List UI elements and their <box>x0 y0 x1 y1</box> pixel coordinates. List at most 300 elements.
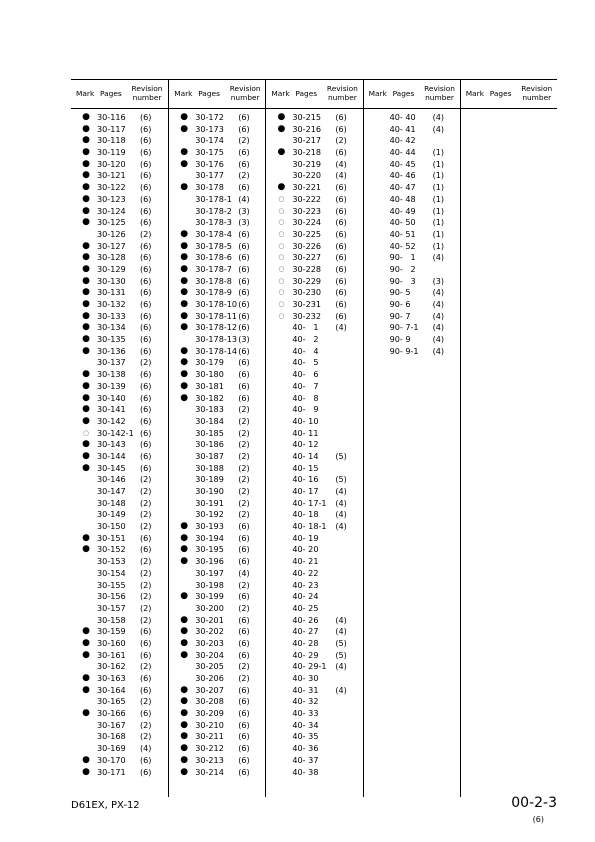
page-ref: 30-209 <box>195 708 224 719</box>
revision-number: (6) <box>238 240 250 251</box>
revision-number: (6) <box>238 299 250 309</box>
table-row <box>71 182 168 194</box>
revision-number: (6) <box>335 252 347 263</box>
table-row <box>266 346 362 358</box>
revision-number: (4) <box>335 661 347 672</box>
revision-number: (3) <box>238 334 250 345</box>
revision-number: (2) <box>238 497 250 508</box>
table-row <box>71 463 168 475</box>
table-row <box>169 615 265 627</box>
page-ref: 40- 49 <box>389 205 416 216</box>
revision-number: (1) <box>432 170 445 181</box>
revision-number: (2) <box>238 427 250 438</box>
page-ref: 40- 28 <box>292 637 319 648</box>
page-ref: 30-128 <box>97 252 126 263</box>
revision-number: (6) <box>140 158 152 169</box>
page-ref: 30-131 <box>97 287 126 298</box>
filled-circle-mark: ● <box>180 299 189 309</box>
filled-circle-mark: ● <box>180 684 189 695</box>
revision-number: (6) <box>238 591 250 602</box>
page-ref: 30-117 <box>97 123 126 134</box>
page-ref: 40- 33 <box>292 708 319 719</box>
table-row <box>364 322 460 334</box>
revision-number: (2) <box>140 579 152 590</box>
page-ref: 30-188 <box>195 462 224 473</box>
table-row <box>266 509 362 521</box>
page-ref: 40- 29 <box>292 649 319 660</box>
filled-circle-mark: ● <box>82 112 90 122</box>
page-ref: 40- 27 <box>292 626 319 637</box>
table-row <box>71 521 168 533</box>
table-row <box>266 591 362 603</box>
page-ref: 30-123 <box>97 193 126 204</box>
table-row <box>169 334 265 346</box>
table-row <box>169 474 265 486</box>
filled-circle-mark: ● <box>180 708 189 719</box>
filled-circle-mark: ● <box>82 450 90 461</box>
table-row <box>266 217 362 229</box>
table-row <box>266 708 362 720</box>
page-ref: 30-178-4 <box>195 228 232 239</box>
table-row <box>169 252 265 264</box>
page-ref: 30-182 <box>195 392 224 403</box>
revision-number: (6) <box>238 637 250 648</box>
table-header <box>71 80 557 109</box>
filled-circle-mark: ● <box>82 170 90 181</box>
revision-number: (6) <box>238 252 250 263</box>
table-row <box>71 673 168 685</box>
filled-circle-mark: ● <box>180 123 189 134</box>
table-row <box>266 206 362 218</box>
filled-circle-mark: ● <box>180 766 189 777</box>
table-row <box>71 252 168 264</box>
table-row <box>266 439 362 451</box>
table-row <box>266 252 362 264</box>
filled-circle-mark: ● <box>180 696 189 707</box>
table-row <box>71 428 168 440</box>
page-ref: 40- 38 <box>292 766 319 777</box>
table-row <box>169 626 265 638</box>
table-row <box>266 322 362 334</box>
page-ref: 30-218 <box>292 147 322 158</box>
table-row <box>266 521 362 533</box>
page-ref: 30-217 <box>292 135 322 146</box>
revision-number: (2) <box>140 486 152 496</box>
revision-number: (6) <box>335 147 347 158</box>
table-row <box>71 731 168 743</box>
revision-number: (2) <box>238 450 250 461</box>
revision-number: (3) <box>238 217 250 228</box>
table-row <box>71 568 168 580</box>
filled-circle-mark: ● <box>180 240 189 251</box>
page-ref: 90- 7 <box>389 310 411 321</box>
page-ref: 30-126 <box>97 228 126 239</box>
page-ref: 30-130 <box>97 275 126 286</box>
filled-circle-mark: ● <box>82 158 90 169</box>
open-circle-mark: ○ <box>278 229 285 238</box>
revision-number: (2) <box>140 567 152 578</box>
page-ref: 30-228 <box>292 263 322 274</box>
page-ref: 30-185 <box>195 427 224 438</box>
revision-header: Revision number <box>131 84 163 102</box>
page-ref: 30-148 <box>97 497 126 508</box>
revision-number: (5) <box>335 450 347 461</box>
page-ref: 30-165 <box>97 696 126 707</box>
table-row <box>364 159 460 171</box>
table-row <box>71 580 168 592</box>
table-row <box>169 346 265 358</box>
revision-number: (4) <box>432 123 445 134</box>
page-ref: 30-169 <box>97 743 126 754</box>
revision-number: (2) <box>238 135 250 146</box>
filled-circle-mark: ● <box>180 743 189 754</box>
page-ref: 30-178 <box>195 182 224 193</box>
page-ref: 30-162 <box>97 661 126 672</box>
page-ref: 30-190 <box>195 486 224 496</box>
page-ref: 30-206 <box>195 673 224 683</box>
table-row <box>71 685 168 697</box>
page-ref: 30-139 <box>97 380 126 391</box>
filled-circle-mark: ● <box>82 147 90 158</box>
revision-number: (4) <box>335 509 347 520</box>
revision-header: Revision number <box>424 84 455 102</box>
table-row <box>169 369 265 381</box>
page-ref: 30-136 <box>97 345 126 356</box>
page-ref: 40- 5 <box>292 357 319 368</box>
page-ref: 30-163 <box>97 673 126 683</box>
page-ref: 30-120 <box>97 158 126 169</box>
filled-circle-mark: ● <box>82 708 90 719</box>
revision-header: Revision number <box>229 84 261 102</box>
revision-number: (4) <box>335 486 347 496</box>
table-row <box>169 720 265 732</box>
page-ref: 30-142-1 <box>97 427 134 438</box>
filled-circle-mark: ● <box>82 754 90 765</box>
table-row <box>364 112 460 124</box>
revision-number: (6) <box>140 369 152 380</box>
page-ref: 40- 16 <box>292 474 319 485</box>
table-row <box>71 322 168 334</box>
revision-number: (2) <box>140 474 152 485</box>
table-row <box>169 206 265 218</box>
table-row <box>71 381 168 393</box>
table-row <box>71 486 168 498</box>
open-circle-mark: ○ <box>278 218 285 227</box>
revision-number: (6) <box>140 380 152 391</box>
table-row <box>266 661 362 673</box>
revision-number: (6) <box>238 369 250 380</box>
page-ref: 40- 4 <box>292 345 319 356</box>
table-row <box>266 147 362 159</box>
open-circle-mark: ○ <box>278 276 285 285</box>
page-ref: 30-232 <box>292 310 322 321</box>
table-row <box>266 556 362 568</box>
page-ref: 40- 6 <box>292 369 319 380</box>
page-ref: 30-175 <box>195 147 224 158</box>
page-ref: 30-201 <box>195 614 224 625</box>
page-ref: 40- 22 <box>292 567 319 578</box>
revision-number: (4) <box>140 743 152 754</box>
page-ref: 30-141 <box>97 404 126 415</box>
revision-number: (4) <box>335 626 347 637</box>
page-ref: 30-178-8 <box>195 275 232 286</box>
revision-number: (6) <box>238 614 250 625</box>
filled-circle-mark: ● <box>82 462 90 473</box>
table-row <box>266 603 362 615</box>
page-ref: 30-178-1 <box>195 193 232 204</box>
revision-number: (2) <box>238 404 250 415</box>
page-ref: 30-146 <box>97 474 126 485</box>
revision-number: (1) <box>432 228 445 239</box>
page-ref: 30-161 <box>97 649 126 660</box>
page-ref: 40- 8 <box>292 392 319 403</box>
revision-number: (1) <box>432 240 445 251</box>
table-row <box>169 580 265 592</box>
page-ref: 40- 29-1 <box>292 661 327 672</box>
page-ref: 30-173 <box>195 123 224 134</box>
page-ref: 90- 5 <box>389 287 411 298</box>
table-row <box>71 206 168 218</box>
table-row <box>266 369 362 381</box>
page-ref: 30-119 <box>97 147 126 158</box>
filled-circle-mark: ● <box>180 369 189 380</box>
page-ref: 30-213 <box>195 754 224 765</box>
page-ref: 30-147 <box>97 486 126 496</box>
page-ref: 30-196 <box>195 556 224 567</box>
filled-circle-mark: ● <box>82 369 90 380</box>
revision-number: (6) <box>140 439 152 450</box>
page-ref: 30-149 <box>97 509 126 520</box>
revision-number: (6) <box>335 123 347 134</box>
filled-circle-mark: ● <box>180 649 189 660</box>
revision-number: (6) <box>140 427 152 438</box>
page-ref: 40- 30 <box>292 673 319 683</box>
revision-number: (1) <box>432 182 445 193</box>
filled-circle-mark: ● <box>82 649 90 660</box>
page-ref: 30-177 <box>195 170 224 181</box>
page-ref: 40- 21 <box>292 556 319 567</box>
filled-circle-mark: ● <box>180 719 189 730</box>
table-row <box>364 170 460 182</box>
revision-number: (6) <box>140 334 152 345</box>
filled-circle-mark: ● <box>82 205 90 216</box>
table-row <box>266 124 362 136</box>
page-ref: 30-156 <box>97 591 126 602</box>
table-row <box>71 498 168 510</box>
table-row <box>364 252 460 264</box>
revision-number: (6) <box>140 123 152 134</box>
table-row <box>71 217 168 229</box>
page-column-2 <box>168 109 265 797</box>
revision-number: (6) <box>140 193 152 204</box>
table-row <box>266 720 362 732</box>
table-row <box>266 463 362 475</box>
page-ref: 90- 3 <box>389 275 416 286</box>
page-ref: 40- 42 <box>389 135 416 146</box>
page-ref: 30-219 <box>292 158 322 169</box>
revision-number: (2) <box>140 661 152 672</box>
revision-header: Revision number <box>326 84 358 102</box>
table-row <box>266 334 362 346</box>
page-ref: 30-221 <box>292 182 322 193</box>
filled-circle-mark: ● <box>277 112 286 122</box>
revision-number: (6) <box>335 112 347 122</box>
header-group <box>71 80 168 108</box>
page-ref: 30-198 <box>195 579 224 590</box>
filled-circle-mark: ● <box>82 182 90 193</box>
page-ref: 40- 40 <box>389 112 416 122</box>
revision-number: (6) <box>335 217 347 228</box>
revision-number: (6) <box>335 205 347 216</box>
revision-number: (2) <box>238 673 250 683</box>
filled-circle-mark: ● <box>180 392 189 403</box>
table-row <box>71 369 168 381</box>
page-ref: 90- 1 <box>389 252 416 263</box>
revision-number: (6) <box>238 754 250 765</box>
table-row <box>169 264 265 276</box>
revision-number: (6) <box>140 450 152 461</box>
revision-number: (4) <box>432 112 445 122</box>
page-ref: 30-144 <box>97 450 126 461</box>
table-row <box>169 322 265 334</box>
filled-circle-mark: ● <box>277 182 286 193</box>
table-row <box>266 451 362 463</box>
page-ref: 30-145 <box>97 462 126 473</box>
revision-number: (4) <box>432 322 445 333</box>
revision-number: (2) <box>238 462 250 473</box>
table-row <box>266 498 362 510</box>
revision-number: (6) <box>140 135 152 146</box>
table-row <box>71 615 168 627</box>
page-ref: 30-176 <box>195 158 224 169</box>
mark-header: Mark <box>368 89 387 98</box>
page-ref: 30-127 <box>97 240 126 251</box>
revision-number: (6) <box>335 182 347 193</box>
revision-number: (6) <box>335 275 347 286</box>
page-ref: 30-171 <box>97 766 126 777</box>
page-ref: 30-178-2 <box>195 205 232 216</box>
pages-header: Pages <box>392 89 415 98</box>
table-row <box>71 439 168 451</box>
page-ref: 30-225 <box>292 228 322 239</box>
table-row <box>71 755 168 767</box>
table-row <box>169 767 265 779</box>
table-row <box>169 182 265 194</box>
filled-circle-mark: ● <box>277 147 286 158</box>
table-row <box>364 311 460 323</box>
table-row <box>71 334 168 346</box>
table-row <box>71 229 168 241</box>
filled-circle-mark: ● <box>180 263 189 274</box>
table-row <box>364 287 460 299</box>
page-ref: 30-137 <box>97 357 126 368</box>
page-ref: 30-178-13 <box>195 334 238 345</box>
page-ref: 30-178-11 <box>195 310 238 321</box>
revision-number: (6) <box>238 731 250 742</box>
page-ref: 40- 48 <box>389 193 416 204</box>
page-ref: 30-191 <box>195 497 224 508</box>
revision-number: (2) <box>238 170 250 181</box>
filled-circle-mark: ● <box>180 158 189 169</box>
table-row <box>71 404 168 416</box>
page-ref: 30-207 <box>195 684 224 695</box>
filled-circle-mark: ● <box>180 626 189 637</box>
page-ref: 40- 50 <box>389 217 416 228</box>
table-row <box>71 638 168 650</box>
filled-circle-mark: ● <box>180 310 189 321</box>
page-ref: 40- 19 <box>292 532 319 543</box>
page-ref: 30-166 <box>97 708 126 719</box>
page-ref: 30-212 <box>195 743 224 754</box>
revision-number: (6) <box>140 462 152 473</box>
filled-circle-mark: ● <box>180 112 189 122</box>
table-row <box>266 533 362 545</box>
table-row <box>169 229 265 241</box>
page-ref: 30-142 <box>97 415 126 426</box>
filled-circle-mark: ● <box>82 322 90 333</box>
revision-number: (6) <box>238 263 250 274</box>
filled-circle-mark: ● <box>82 299 90 309</box>
table-row <box>71 124 168 136</box>
page-ref: 30-181 <box>195 380 224 391</box>
table-row <box>71 556 168 568</box>
filled-circle-mark: ● <box>82 673 90 683</box>
revision-number: (6) <box>140 684 152 695</box>
page-ref: 30-211 <box>195 731 224 742</box>
page-ref: 30-203 <box>195 637 224 648</box>
page-ref: 30-122 <box>97 182 126 193</box>
table-row <box>169 603 265 615</box>
table-row <box>71 626 168 638</box>
revision-number: (6) <box>238 556 250 567</box>
open-circle-mark: ○ <box>278 253 285 262</box>
table-row <box>169 755 265 767</box>
revision-number: (6) <box>238 158 250 169</box>
table-row <box>169 544 265 556</box>
revision-number: (2) <box>140 614 152 625</box>
filled-circle-mark: ● <box>180 345 189 356</box>
table-row <box>266 650 362 662</box>
page-ref: 30-178-10 <box>195 299 238 309</box>
page-ref: 30-226 <box>292 240 322 251</box>
table-row <box>169 276 265 288</box>
page-ref: 40- 25 <box>292 602 319 613</box>
table-row <box>169 217 265 229</box>
revision-number: (2) <box>140 521 152 532</box>
page-ref: 40- 7 <box>292 380 319 391</box>
table-row <box>71 194 168 206</box>
revision-number: (5) <box>335 474 347 485</box>
revision-number: (3) <box>432 275 445 286</box>
table-row <box>71 112 168 124</box>
page-ref: 30-138 <box>97 369 126 380</box>
revision-number: (6) <box>238 357 250 368</box>
table-row <box>169 416 265 428</box>
table-row <box>364 229 460 241</box>
filled-circle-mark: ● <box>180 275 189 286</box>
pages-header: Pages <box>295 89 318 98</box>
revision-number: (6) <box>140 345 152 356</box>
table-row <box>71 276 168 288</box>
filled-circle-mark: ● <box>180 182 189 193</box>
table-row <box>169 521 265 533</box>
revision-header: Revision number <box>521 84 553 102</box>
table-row <box>169 673 265 685</box>
table-row <box>364 299 460 311</box>
table-row <box>266 381 362 393</box>
page-ref: 40- 17 <box>292 486 319 496</box>
table-row <box>71 696 168 708</box>
